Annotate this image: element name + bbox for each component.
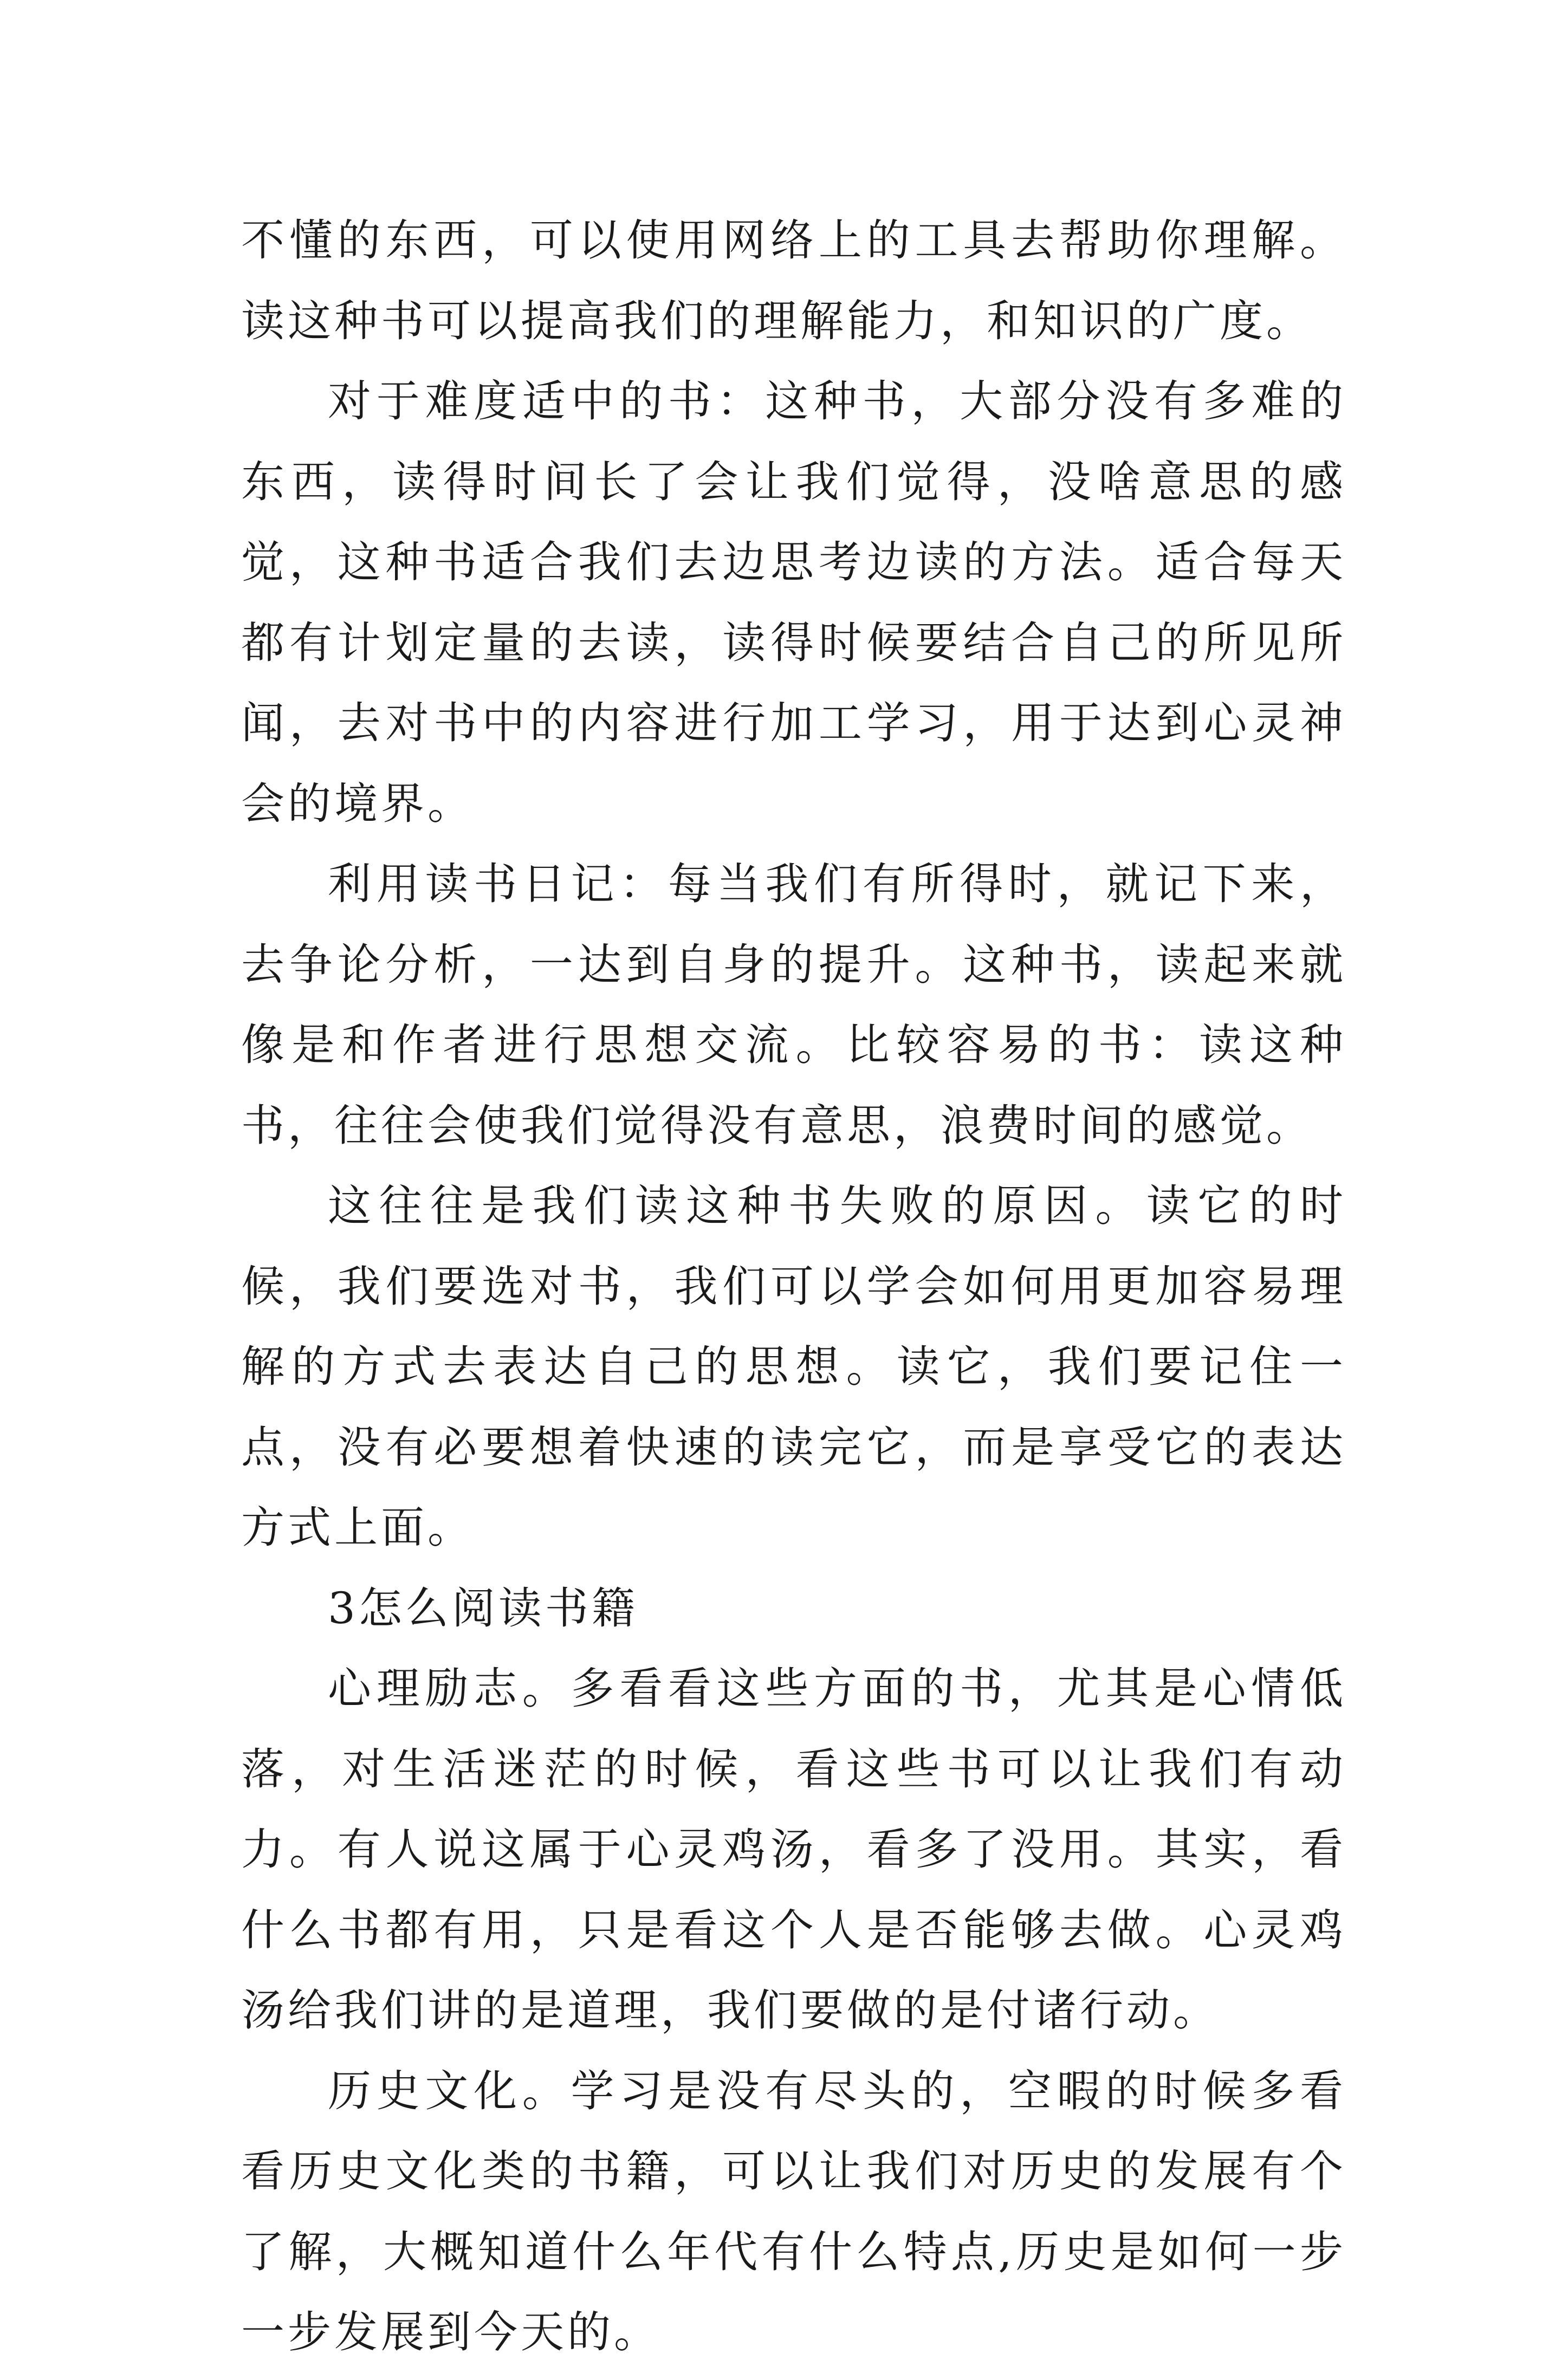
- paragraph: 这往往是我们读这种书失败的原因。读它的时候，我们要选对书，我们可以学会如何用更加容易理解的方式去表达自己的思想。读它，我们要记住一点，没有必要想着快速的读完它，而是享受它的表达方式上面。: [241, 1181, 1346, 1553]
- document-body: [241, 200, 1346, 2373]
- paragraph: 对于难度适中的书：这种书，大部分没有多难的东西，读得时间长了会让我们觉得，没啥意思的感觉，这种书适合我们去边思考边读的方法。适合每天都有计划定量的去读，读得时候要结合自己的所见所闻，去对书中的内容进行加工学习，用于达到心灵神会的境界。: [241, 376, 1346, 829]
- paragraph: 心理励志。多看看这些方面的书，尤其是心情低落，对生活迷茫的时候，看这些书可以让我们有动力。有人说这属于心灵鸡汤，看多了没用。其实，看什么书都有用，只是看这个人是否能够去做。心灵鸡汤给我们讲的是道理，我们要做的是付诸行动。: [241, 1663, 1346, 2035]
- paragraph: 利用读书日记：每当我们有所得时，就记下来，去争论分析，一达到自身的提升。这种书，读起来就像是和作者进行思想交流。比较容易的书：读这种书，往往会使我们觉得没有意思，浪费时间的感觉。: [241, 859, 1346, 1151]
- paragraph: 不懂的东西，可以使用网络上的工具去帮助你理解。读这种书可以提高我们的理解能力，和知识的广度。: [241, 215, 1346, 346]
- paragraph: 历史文化。学习是没有尽头的，空暇的时候多看看历史文化类的书籍，可以让我们对历史的发展有个了解，大概知道什么年代有什么特点,历史是如何一步一步发展到今天的。: [241, 2065, 1346, 2357]
- section-heading: 3怎么阅读书籍: [328, 1583, 638, 1633]
